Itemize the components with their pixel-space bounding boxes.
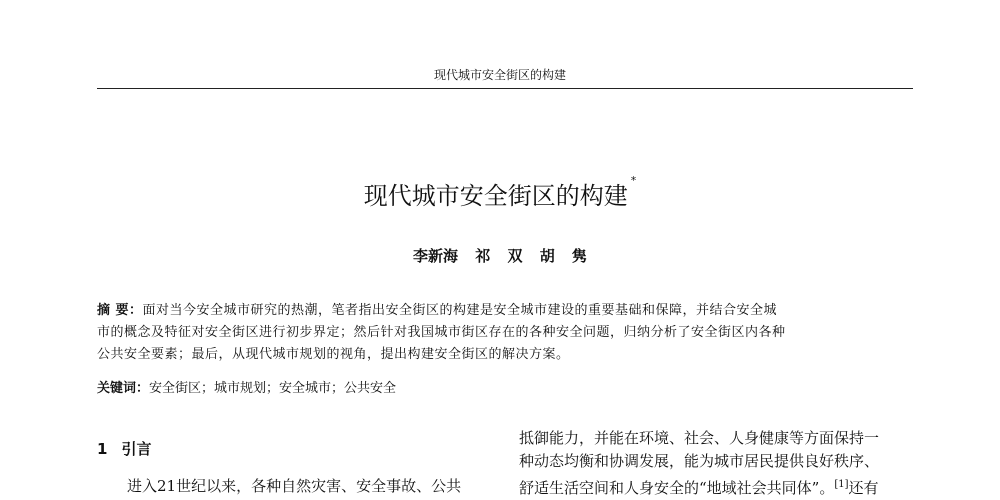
abstract-text: 面对当今安全城市研究的热潮，笔者指出安全街区的构建是安全城市建设的重要基础和保障，并结合安全城 — [142, 303, 778, 318]
body-text: 舒适生活空间和人身安全的“地域社会共同体”。 — [519, 479, 835, 497]
citation-ref: [1] — [834, 479, 849, 490]
abstract-line — [97, 300, 915, 322]
body-text: 还有 — [848, 479, 879, 497]
abstract-line: 市的概念及特征对安全街区进行初步界定；然后针对我国城市街区存在的各种安全问题，归纳分析了安全街区内各种 — [97, 325, 786, 340]
body-paragraph-left: 进入21世纪以来，各种自然灾害、安全事故、公共 — [127, 477, 462, 495]
running-head: 现代城市安全街区的构建 — [433, 68, 566, 82]
paper-title — [0, 176, 1000, 211]
body-line: 种动态均衡和协调发展，能为城市居民提供良好秩序、 — [519, 452, 880, 470]
abstract-label: 摘 要： — [97, 303, 143, 318]
section-heading — [97, 438, 151, 459]
keywords-text: 安全街区；城市规划；安全城市；公共安全 — [149, 381, 397, 396]
header-rule — [97, 88, 913, 89]
title-text: 现代城市安全街区的构建 — [363, 182, 628, 210]
title-footnote-mark: * — [630, 174, 637, 187]
abstract-line: 公共安全要素；最后，从现代城市规划的视角，提出构建安全街区的解决方案。 — [97, 347, 570, 362]
body-column-right — [519, 427, 919, 500]
abstract — [97, 300, 915, 366]
body-line: 抵御能力，并能在环境、社会、人身健康等方面保持一 — [519, 429, 880, 447]
keywords-label: 关键词： — [97, 381, 150, 396]
section-title: 引言 — [121, 440, 152, 458]
keywords — [97, 377, 396, 396]
section-number: 1 — [97, 440, 108, 458]
body-line — [519, 473, 919, 500]
author-list: 李新海 祁 双 胡 隽 — [413, 247, 587, 265]
